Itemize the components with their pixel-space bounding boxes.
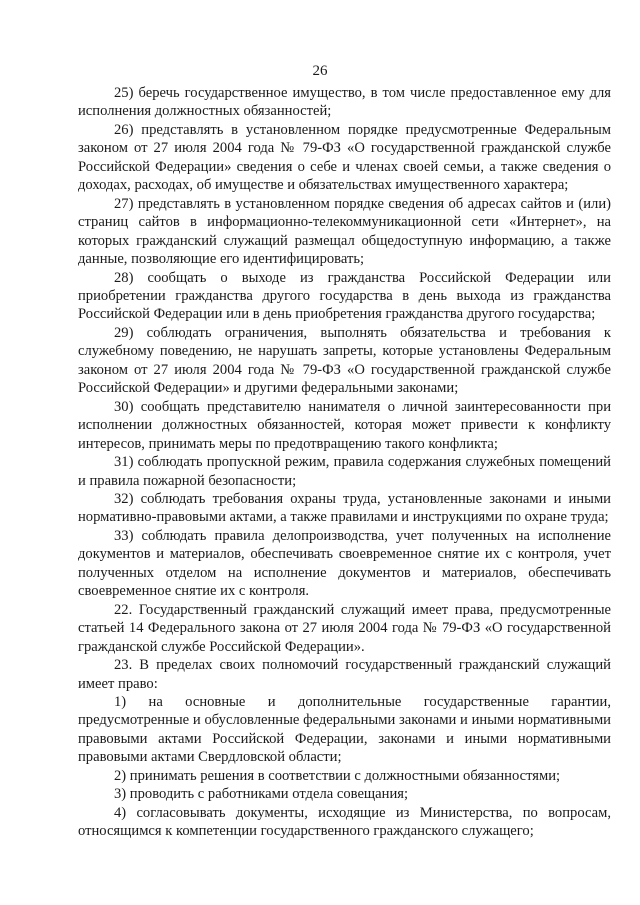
document-body [78, 84, 611, 841]
paragraph-right-3: 3) проводить с работниками отдела совещания; [114, 786, 409, 803]
paragraph-duty-27: 27) представлять в установленном порядке сведения об адресах сайтов и (или) страниц сайтов в информационно-телекоммуникационной сети «Интернет», на которых гражданский служащий размещал общедоступную информацию, а также данные, позволяющие его идентифицировать; [78, 195, 611, 268]
paragraph-duty-31: 31) соблюдать пропускной режим, правила содержания служебных помещений и правила пожарной безопасности; [78, 454, 611, 489]
paragraph-duty-29: 29) соблюдать ограничения, выполнять обязательства и требования к служебному поведению, не нарушать запреты, которые установлены Федеральным законом от 27 июля 2004 года № 79-ФЗ «О государственной гражданской службе Российской Федерации» и другими федеральными законами; [78, 324, 611, 397]
paragraph-right-2: 2) принимать решения в соответствии с должностными обязанностями; [114, 767, 561, 784]
paragraph-right-4: 4) согласовывать документы, исходящие из Министерства, по вопросам, относящимся к компетенции государственного гражданского служащего; [78, 804, 611, 840]
paragraph-duty-25: 25) беречь государственное имущество, в том числе предоставленное ему для исполнения должностных обязанностей; [78, 85, 611, 120]
paragraph-section-22: 22. Государственный гражданский служащий имеет права, предусмотренные статьей 14 Федерального закона от 27 июля 2004 года № 79-ФЗ «О государственной гражданской службе Российской Федерации». [78, 601, 611, 655]
paragraph-duty-28: 28) сообщать о выходе из гражданства Российской Федерации или приобретении гражданства другого государства в день выхода из гражданства Российской Федерации или в день приобретения гражданства другого государства; [78, 269, 611, 323]
page-number: 26 [312, 63, 328, 79]
paragraph-section-23: 23. В пределах своих полномочий государственный гражданский служащий имеет право: [78, 657, 611, 692]
paragraph-duty-33: 33) соблюдать правила делопроизводства, учет полученных на исполнение документов и материалов, обеспечивать своевременное снятие их с контроля, учет полученных отделом на исполнение документов и материалов, обеспечивать своевременное снятие их с контроля. [78, 527, 611, 600]
paragraph-duty-30: 30) сообщать представителю нанимателя о личной заинтересованности при исполнении должностных обязанностей, которая может привести к конфликту интересов, принимать меры по предотвращению такого конфликта; [78, 398, 611, 452]
paragraph-duty-26: 26) представлять в установленном порядке предусмотренные Федеральным законом от 27 июля 2004 года № 79-ФЗ «О государственной гражданской службе Российской Федерации» сведения о себе и членах своей семьи, а также сведения о доходах, расходах, об имуществе и обязательствах имущественного характера; [78, 121, 611, 194]
paragraph-right-1: 1) на основные и дополнительные государственные гарантии, предусмотренные и обусловленные федеральными законами и иными нормативными правовыми актами Российской Федерации, законами и иными нормативными правовыми актами Свердловской области; [78, 693, 611, 766]
paragraph-duty-32: 32) соблюдать требования охраны труда, установленные законами и иными нормативно-правовыми актами, а также правилами и инструкциями по охране труда; [78, 490, 611, 526]
